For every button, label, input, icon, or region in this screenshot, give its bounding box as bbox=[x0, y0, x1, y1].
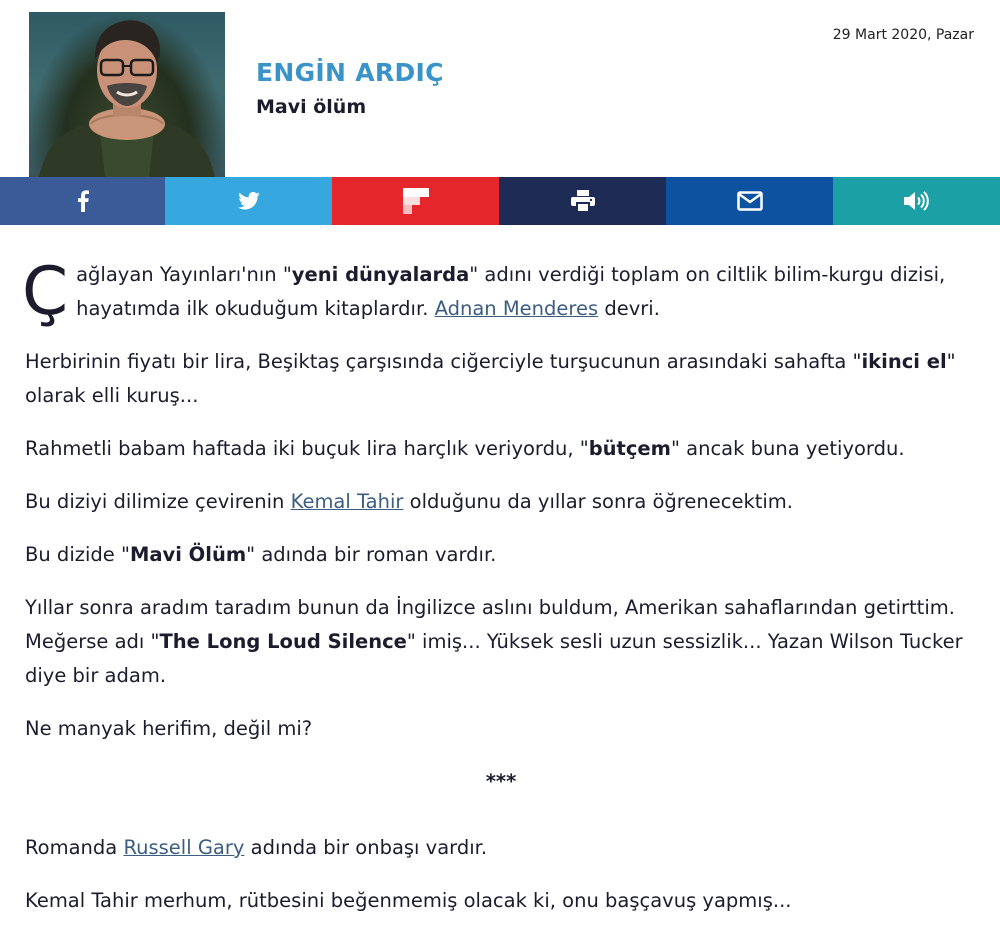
paragraph bbox=[25, 485, 977, 519]
section-separator: *** bbox=[485, 770, 517, 793]
text: " imiş... Yüksek sesli uzun sessizlik... Yazan Wilson Tucker diye bir adam. bbox=[25, 630, 963, 687]
publish-date: 29 Mart 2020, Pazar bbox=[832, 27, 974, 43]
text: Rahmetli babam haftada iki buçuk lira harçlık veriyordu, " bbox=[25, 437, 589, 460]
paragraph bbox=[25, 432, 977, 466]
text: " adında bir roman vardır. bbox=[246, 543, 497, 566]
text: olduğunu da yıllar sonra öğrenecektim. bbox=[403, 490, 793, 513]
mail-share-button[interactable] bbox=[666, 177, 833, 225]
text: Yıllar sonra aradım taradım bunun da İngilizce aslını buldum, Amerikan sahaflarından getirttim. Meğerse adı " bbox=[25, 596, 955, 653]
paragraph bbox=[25, 591, 977, 693]
paragraph: Ne manyak herifim, değil mi? bbox=[25, 717, 313, 740]
twitter-icon bbox=[238, 192, 260, 210]
text: " ancak buna yetiyordu. bbox=[670, 437, 905, 460]
text: " adını verdiği toplam on ciltlik bilim-kurgu dizisi, hayatımda ilk okuduğum kitaplardır. bbox=[76, 263, 946, 320]
share-bar bbox=[0, 177, 1000, 225]
bold-text: The Long Loud Silence bbox=[159, 630, 407, 653]
link-russell-gary[interactable]: Russell Gary bbox=[123, 836, 245, 859]
flipboard-share-button[interactable] bbox=[332, 177, 499, 225]
text: adında bir onbaşı vardır. bbox=[244, 836, 488, 859]
drop-cap: Ç bbox=[22, 253, 69, 330]
article-title: Mavi ölüm bbox=[256, 96, 367, 118]
link-kemal-tahir[interactable]: Kemal Tahir bbox=[290, 490, 404, 513]
print-icon bbox=[571, 190, 595, 212]
mail-icon bbox=[737, 191, 763, 211]
bold-text: bütçem bbox=[588, 437, 671, 460]
speaker-icon bbox=[904, 191, 930, 211]
flipboard-icon bbox=[403, 188, 429, 214]
paragraph: Kemal Tahir merhum, rütbesini beğenmemiş olacak ki, onu başçavuş yapmış... bbox=[25, 889, 792, 912]
text: devri. bbox=[598, 297, 660, 320]
article-body bbox=[22, 253, 977, 937]
text: Bu dizide " bbox=[25, 543, 130, 566]
text: Romanda bbox=[25, 836, 124, 859]
print-button[interactable] bbox=[499, 177, 666, 225]
text: Herbirinin fiyatı bir lira, Beşiktaş çarşısında ciğerciyle turşucunun arasındaki sahafta " bbox=[25, 350, 862, 373]
text: " olarak elli kuruş... bbox=[25, 350, 956, 407]
author-photo bbox=[29, 12, 225, 177]
facebook-icon bbox=[76, 190, 90, 212]
author-portrait-image bbox=[29, 12, 225, 177]
twitter-share-button[interactable] bbox=[165, 177, 332, 225]
text: ağlayan Yayınları'nın " bbox=[76, 263, 292, 286]
bold-text: ikinci el bbox=[861, 350, 947, 373]
paragraph bbox=[25, 345, 977, 413]
facebook-share-button[interactable] bbox=[0, 177, 165, 225]
text: Bu diziyi dilimize çevirenin bbox=[25, 490, 291, 513]
paragraph bbox=[25, 538, 977, 572]
bold-text: yeni dünyalarda bbox=[291, 263, 470, 286]
link-adnan-menderes[interactable]: Adnan Menderes bbox=[434, 297, 599, 320]
listen-button[interactable] bbox=[833, 177, 1000, 225]
paragraph bbox=[22, 253, 977, 330]
paragraph bbox=[25, 831, 977, 865]
bold-text: Mavi Ölüm bbox=[129, 543, 247, 566]
author-name[interactable]: ENGİN ARDIÇ bbox=[256, 58, 444, 87]
article-header bbox=[0, 0, 1000, 177]
